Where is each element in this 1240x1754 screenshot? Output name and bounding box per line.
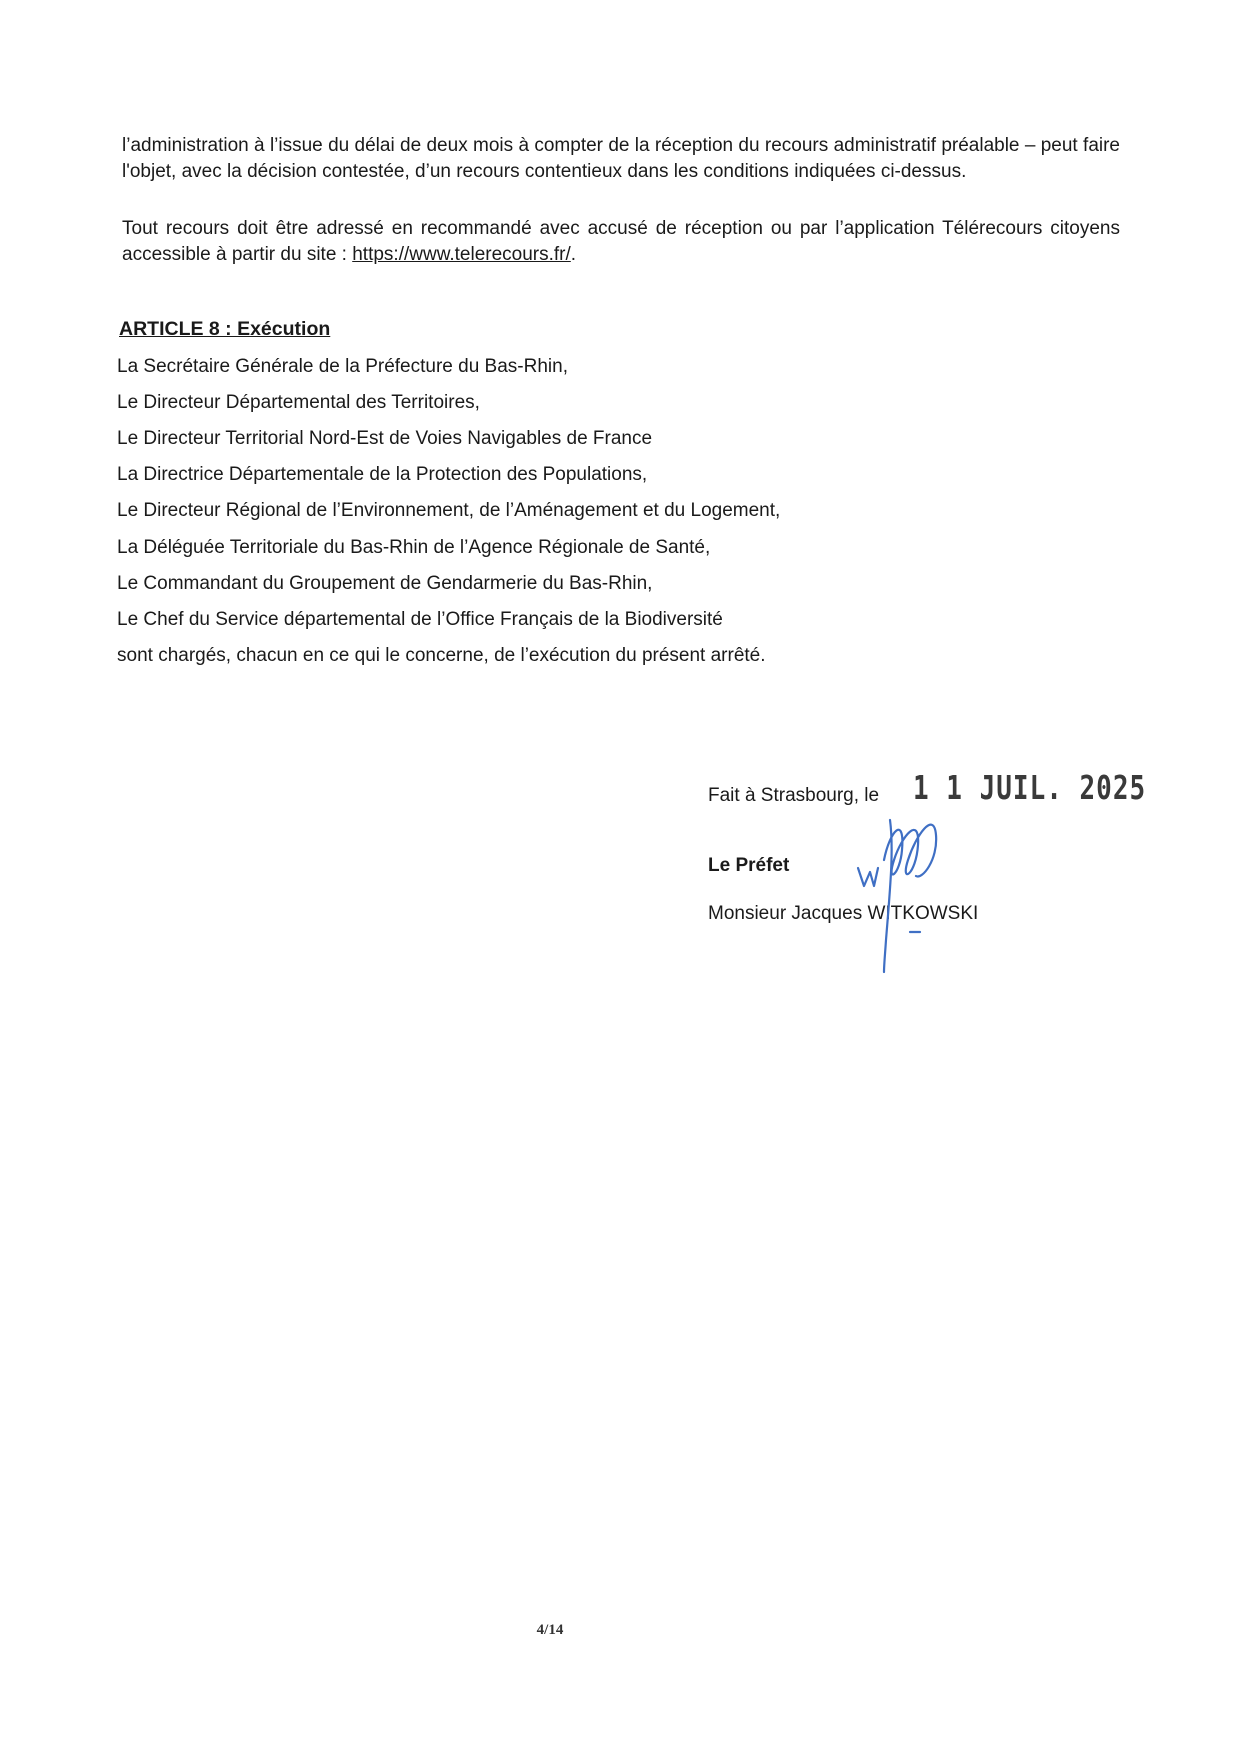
execution-closing-line: sont chargés, chacun en ce qui le concerne, de l’exécution du présent arrêté. [117,645,766,666]
official-line: La Secrétaire Générale de la Préfecture du Bas-Rhin, [117,356,568,377]
official-line: Le Directeur Départemental des Territoires, [117,392,480,413]
telerecours-link[interactable]: https://www.telerecours.fr/ [352,244,571,265]
official-line: Le Commandant du Groupement de Gendarmerie du Bas-Rhin, [117,573,653,594]
official-line: La Déléguée Territoriale du Bas-Rhin de l’Agence Régionale de Santé, [117,537,711,558]
date-stamp: 1 1 JUIL. 2025 [913,770,1147,808]
official-line: Le Directeur Territorial Nord-Est de Voies Navigables de France [117,428,653,449]
page-number: 4/14 [536,1622,564,1638]
telerecours-text: Tout recours doit être adressé en recommandé avec accusé de réception ou par l’application Télérecours citoyens accessible à partir du site : [122,218,1120,265]
place-line: Fait à Strasbourg, le [708,785,880,806]
official-line: Le Directeur Régional de l’Environnement, de l’Aménagement et du Logement, [117,500,781,521]
official-line: La Directrice Départementale de la Protection des Populations, [117,464,648,485]
telerecours-paragraph [122,216,1120,268]
signatory-title: Le Préfet [708,855,790,876]
telerecours-end: . [570,244,577,265]
signatory-name: Monsieur Jacques WITKOWSKI [708,903,979,924]
article-8-title: ARTICLE 8 : Exécution [119,318,331,340]
handwritten-signature [850,790,980,980]
official-line: Le Chef du Service départemental de l’Office Français de la Biodiversité [117,609,723,630]
appeal-paragraph: l’administration à l’issue du délai de deux mois à compter de la réception du recours administratif préalable – peut faire l'objet, avec la décision contestée, d’un recours contentieux dans les conditions indiquées ci-dessus. [122,135,1120,182]
